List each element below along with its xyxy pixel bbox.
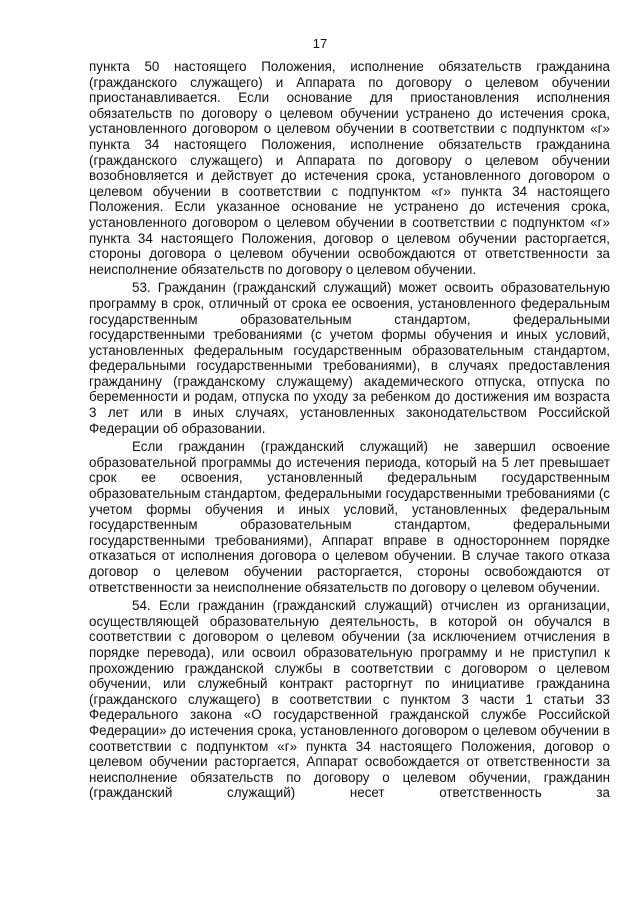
paragraph-continuation: пункта 50 настоящего Положения, исполнение обязательств гражданина (гражданского служащего) и Аппарата по договору о целевом обучении приостанавливается. Если основание для приостановления исполнения обязательств по договору о целевом обучении устранено до истечения срока, установленного договором о целевом обучении в соответствии с подпунктом «г» пункта 34 настоящего Положения, исполнение обязательств гражданина (гражданского служащего) и Аппарата по договору о целевом обучении возобновляется и действует до истечения срока, установленного договором о целевом обучении в соответствии с подпунктом «г» пункта 34 настоящего Положения. Если указанное основание не устранено до истечения срока, установленного договором о целевом обучении в соответствии с подпунктом «г» пункта 34 настоящего Положения, договор о целевом обучении расторгается, стороны договора о целевом обучении освобождаются от ответственности за неисполнение обязательств по договору о целевом обучении. <box>89 59 610 277</box>
paragraph-item-53: 53. Гражданин (гражданский служащий) может освоить образовательную программу в срок, отличный от срока ее освоения, установленного федеральным государственным образовательным стандартом, федеральными государственными требованиями (с учетом формы обучения и иных условий, установленных федеральным государственным образовательным стандартом, федеральными государственными требованиями), в случаях предоставления гражданину (гражданскому служащему) академического отпуска, отпуска по беременности и родам, отпуска по уходу за ребенком до достижения им возраста 3 лет или в иных случаях, установленных законодательством Российской Федерации об образовании. <box>89 280 610 436</box>
document-body <box>89 59 610 804</box>
page-number: 17 <box>312 36 328 51</box>
paragraph-item-53-continued: Если гражданин (гражданский служащий) не завершил освоение образовательной программы до истечения периода, который на 5 лет превышает срок ее освоения, установленный федеральным государственным образовательным стандартом, федеральными государственными требованиями (с учетом формы обучения и иных условий, установленных федеральным государственным образовательным стандартом, федеральными государственными требованиями), Аппарат вправе в одностороннем порядке отказаться от исполнения договора о целевом обучении. В случае такого отказа договор о целевом обучении расторгается, стороны освобождаются от ответственности за неисполнение обязательств по договору о целевом обучении. <box>89 439 610 595</box>
paragraph-item-54: 54. Если гражданин (гражданский служащий) отчислен из организации, осуществляющей образовательную деятельность, в которой он обучался в соответствии с договором о целевом обучении (за исключением отчисления в порядке перевода), или освоил образовательную программу и не приступил к прохождению гражданской службы в соответствии с договором о целевом обучении, или служебный контракт расторгнут по инициативе гражданина (гражданского служащего) в соответствии с пунктом 3 части 1 статьи 33 Федерального закона «О государственной гражданской службе Российской Федерации» до истечения срока, установленного договором о целевом обучении в соответствии с подпунктом «г» пункта 34 настоящего Положения, договор о целевом обучении расторгается, Аппарат освобождается от ответственности за неисполнение обязательств по договору о целевом обучении, гражданин (гражданский служащий) несет ответственность за <box>89 598 610 801</box>
